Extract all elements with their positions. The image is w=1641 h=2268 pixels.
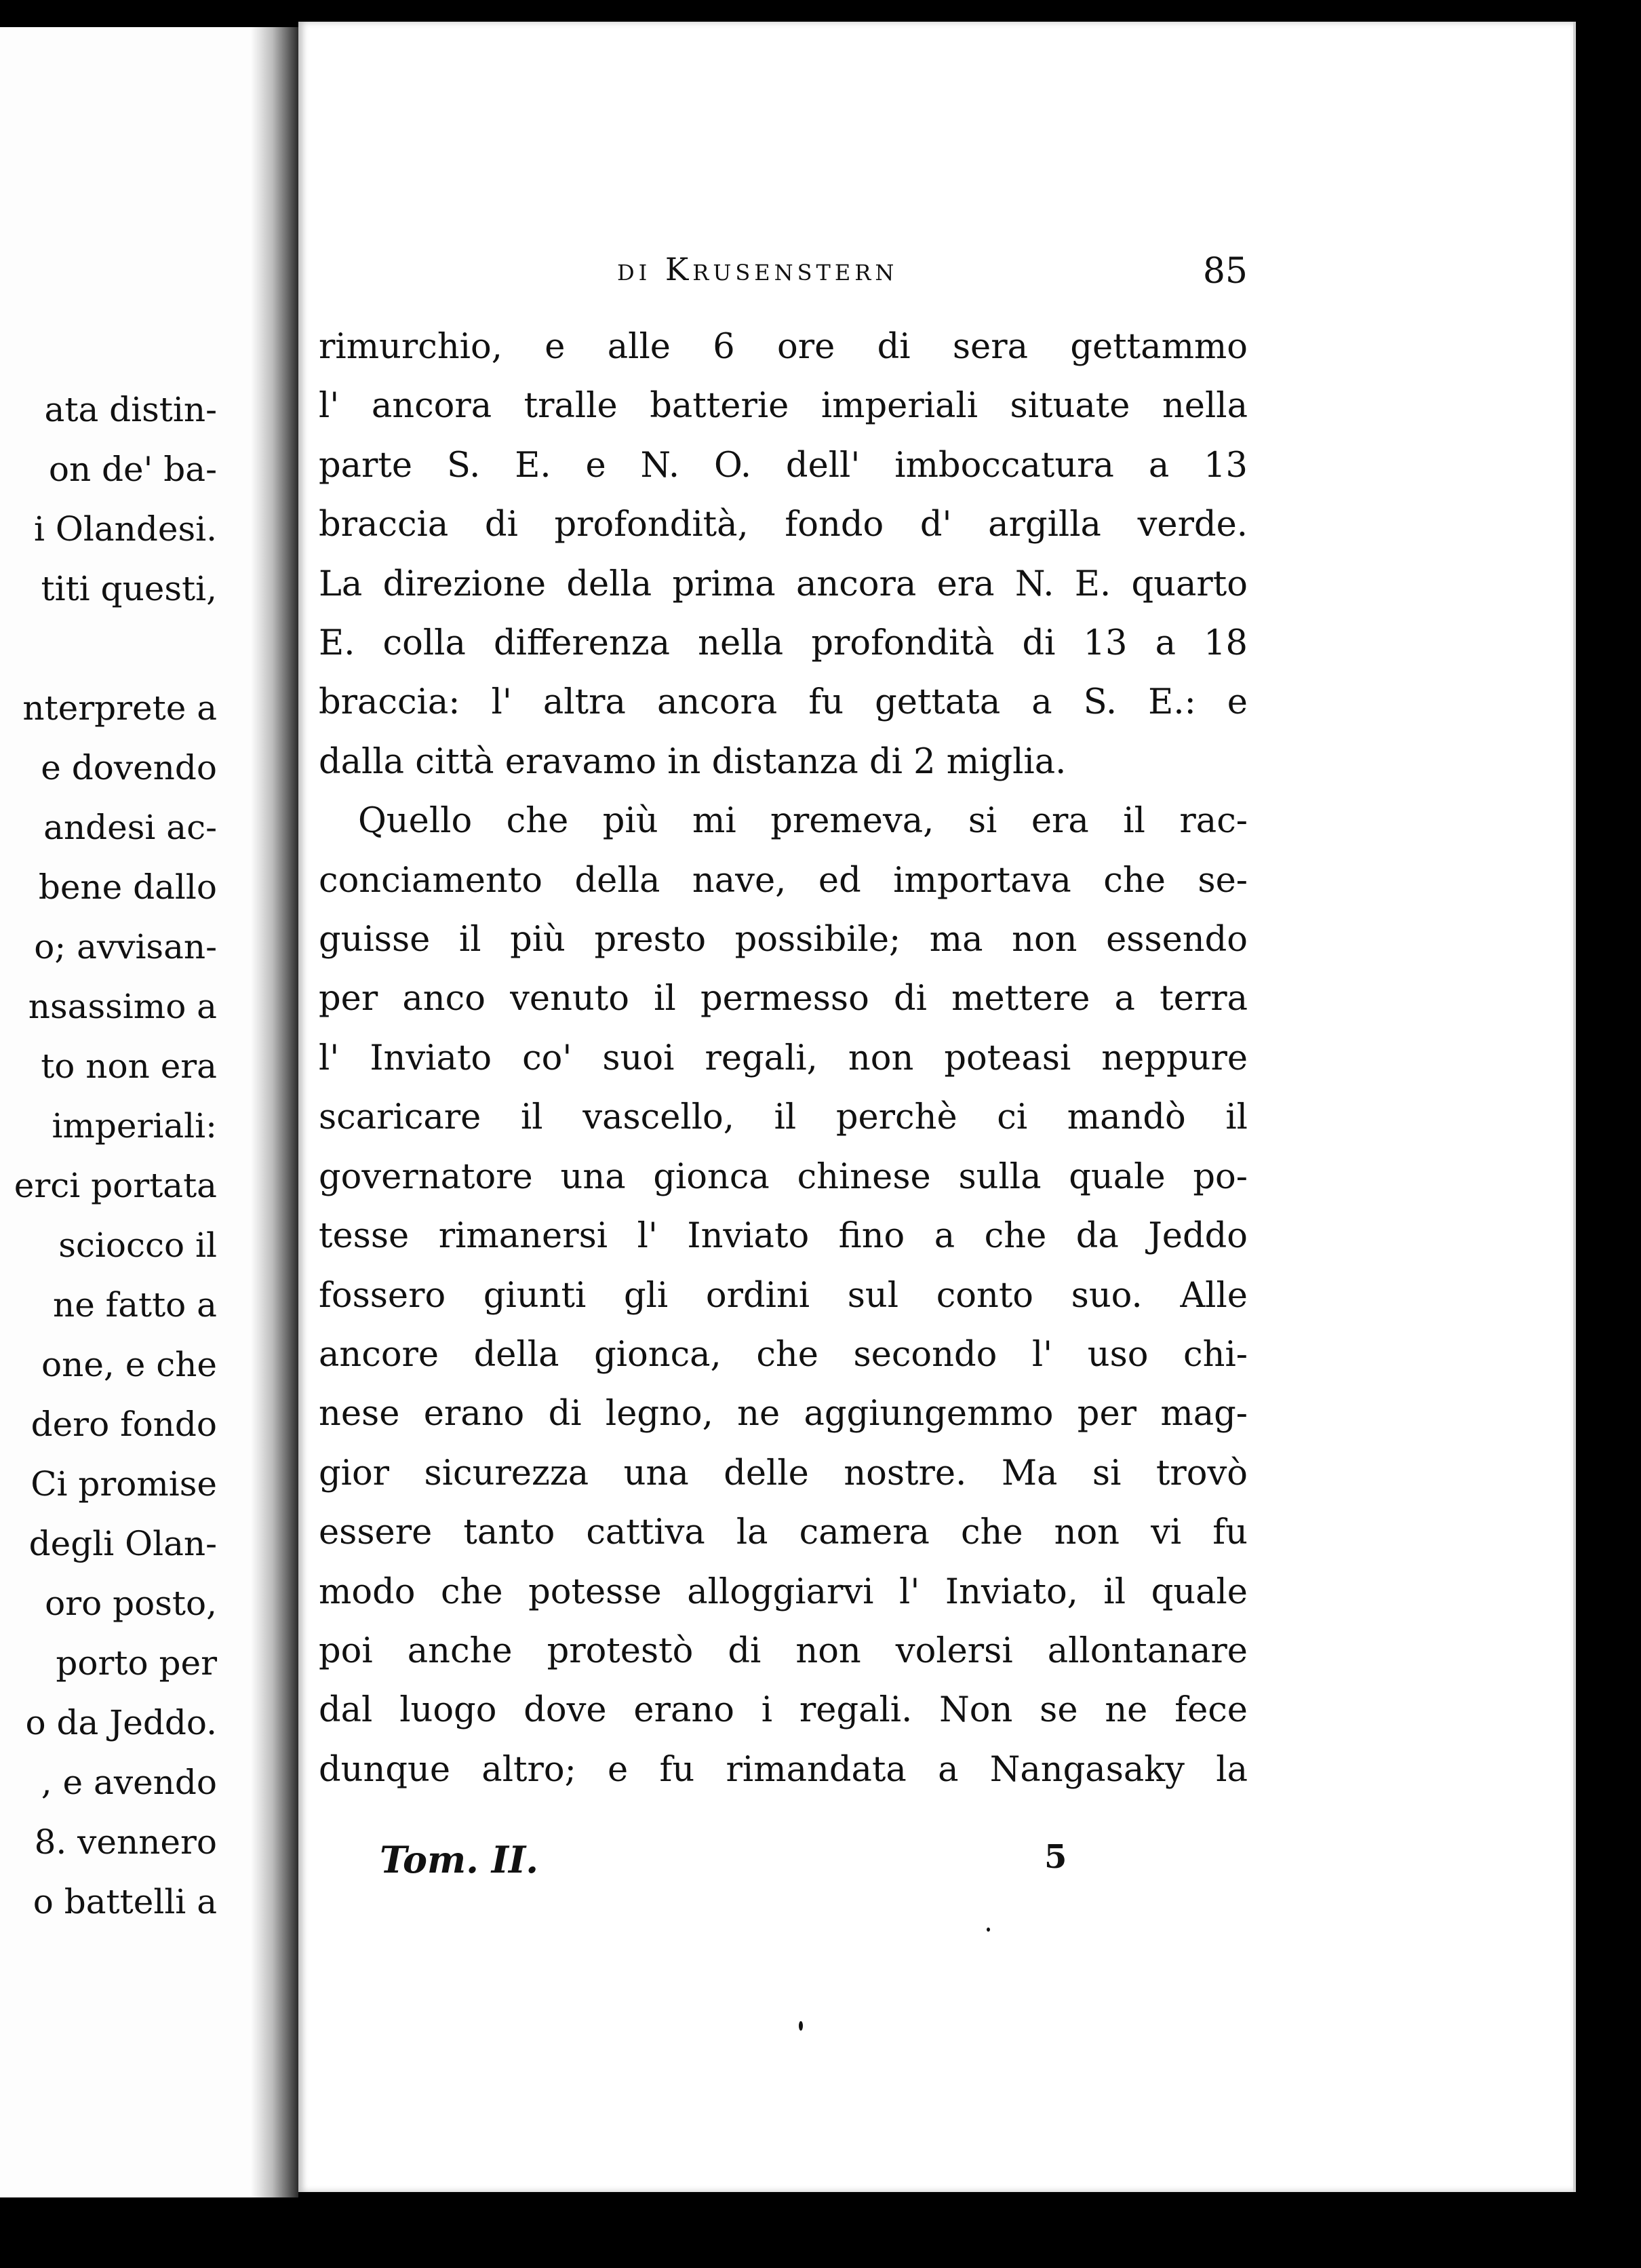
running-title: di Krusenstern: [617, 251, 898, 288]
page-edge: [1573, 22, 1576, 2192]
text-line: La direzione della prima ancora era N. E. quarto: [319, 564, 1248, 604]
facing-line: ata distin-: [44, 390, 217, 429]
text-line: fossero giunti gli ordini sul conto suo. Alle: [319, 1275, 1248, 1316]
text-line: rimurchio, e alle 6 ore di sera gettammo: [319, 327, 1248, 367]
facing-line: Ci promise: [31, 1464, 217, 1504]
facing-line: ne fatto a: [53, 1285, 217, 1325]
body-text: [319, 317, 1248, 1799]
text-line: dal luogo dove erano i regali. Non se ne fece: [319, 1690, 1248, 1731]
facing-line: imperiali:: [52, 1106, 217, 1146]
facing-line: titi questi,: [41, 569, 217, 608]
paper-speck: [799, 2021, 803, 2031]
text-line: gior sicurezza una delle nostre. Ma si trovò: [319, 1453, 1248, 1493]
facing-line: degli Olan-: [28, 1524, 217, 1563]
text-line: essere tanto cattiva la camera che non vi fu: [319, 1512, 1248, 1553]
page-footer: [380, 1838, 1126, 1892]
facing-line-gap: [0, 619, 217, 678]
text-line: nese erano di legno, ne aggiungemmo per mag-: [319, 1394, 1248, 1434]
facing-line: andesi ac-: [43, 808, 217, 847]
page-header: [319, 251, 1248, 298]
facing-line: erci portata: [14, 1166, 217, 1205]
facing-line: on de' ba-: [48, 450, 217, 489]
text-line: per anco venuto il permesso di mettere a terra: [319, 979, 1248, 1019]
facing-line: o; avvisan-: [34, 927, 217, 966]
text-line: conciamento della nave, ed importava che se-: [319, 860, 1248, 901]
facing-line: porto per: [56, 1643, 217, 1683]
text-line: guisse il più presto possibile; ma non essendo: [319, 920, 1248, 960]
text-line: scaricare il vascello, il perchè ci mandò il: [319, 1097, 1248, 1138]
text-line: modo che potesse alloggiarvi l' Inviato, il quale: [319, 1571, 1248, 1612]
text-line: governatore una gionca chinese sulla quale po-: [319, 1156, 1248, 1197]
signature-mark: Tom. II.: [380, 1838, 539, 1881]
facing-line: o battelli a: [33, 1882, 217, 1921]
facing-line: nterprete a: [22, 688, 217, 728]
book-gutter: [251, 27, 298, 2197]
paper-speck: [987, 1928, 990, 1932]
text-line: E. colla differenza nella profondità di 13 a 18: [319, 623, 1248, 664]
facing-line: bene dallo: [38, 867, 217, 907]
facing-line: to non era: [41, 1047, 217, 1086]
facing-line: 8. vennero: [34, 1822, 217, 1862]
facing-line: i Olandesi.: [33, 509, 217, 549]
text-line: braccia: l' altra ancora fu gettata a S. E.: e: [319, 682, 1248, 723]
facing-line: sciocco il: [58, 1226, 217, 1265]
facing-line: o da Jeddo.: [25, 1703, 217, 1742]
signature-number: 5: [1044, 1838, 1067, 1876]
facing-line: one, e che: [41, 1345, 217, 1384]
text-line: dalla città eravamo in distanza di 2 miglia.: [319, 741, 1067, 782]
text-line: l' ancora tralle batterie imperiali situate nella: [319, 386, 1248, 427]
facing-page: [0, 27, 278, 2197]
text-line: poi anche protestò di non volersi allontanare: [319, 1630, 1248, 1671]
facing-line: nsassimo a: [28, 987, 217, 1026]
text-line: dunque altro; e fu rimandata a Nangasaky la: [319, 1749, 1248, 1790]
text-line: tesse rimanersi l' Inviato fino a che da Jeddo: [319, 1216, 1248, 1257]
facing-page-text: [0, 380, 217, 1932]
facing-line: e dovendo: [41, 748, 217, 787]
text-line: braccia di profondità, fondo d' argilla verde.: [319, 505, 1248, 545]
paragraph-start-line: Quello che più mi premeva, si era il rac-: [358, 801, 1248, 842]
page-number: 85: [1202, 251, 1248, 292]
text-line: parte S. E. e N. O. dell' imboccatura a 13: [319, 445, 1248, 486]
facing-line: dero fondo: [31, 1405, 217, 1444]
facing-line: oro posto,: [45, 1584, 217, 1623]
text-line: ancore della gionca, che secondo l' uso chi-: [319, 1334, 1248, 1375]
text-line: l' Inviato co' suoi regali, non poteasi neppure: [319, 1038, 1248, 1078]
facing-line: , e avendo: [41, 1763, 217, 1802]
